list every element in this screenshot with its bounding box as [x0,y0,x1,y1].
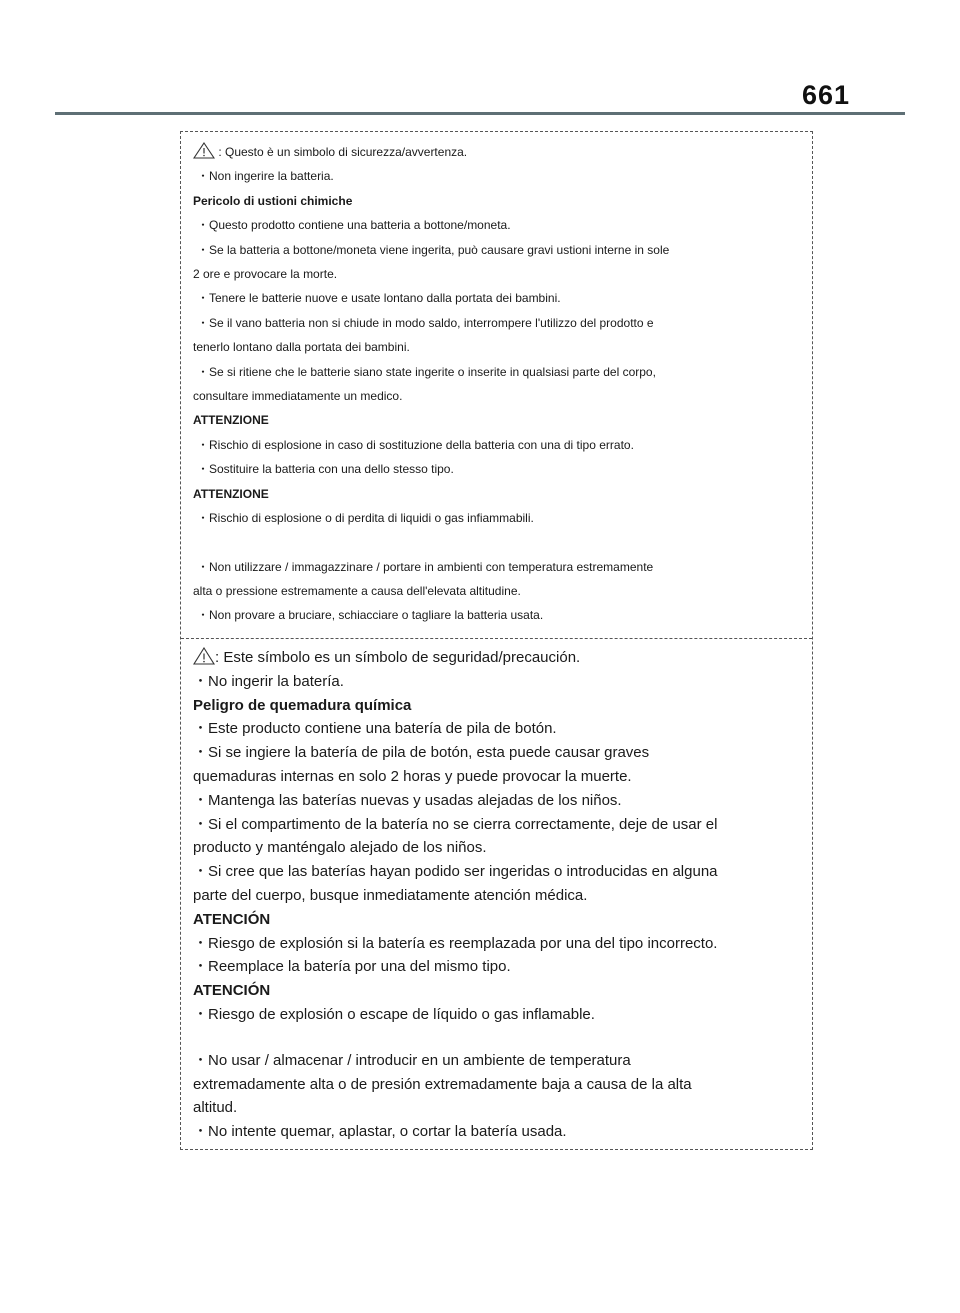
section-divider [181,638,812,639]
italian-symbol-note: : Questo è un simbolo di sicurezza/avvertenza. [215,145,468,159]
spanish-text-line: ・Este producto contiene una batería de pila de botón. [193,720,557,738]
italian-spacer [193,531,800,555]
spanish-text-line: ・Si cree que las baterías hayan podido ser ingeridas o introducidas en alguna [193,863,718,881]
spanish-warning-section [181,640,812,1149]
spanish-lines [193,670,802,1144]
italian-text-line: ・Tenere le batterie nuove e usate lontano dalla portata dei bambini. [197,291,561,306]
spanish-heading: ATENCIÓN [193,910,271,928]
italian-text-line: ・Non provare a bruciare, schiacciare o tagliare la batteria usata. [197,608,544,623]
warning-triangle-icon [193,142,215,159]
page-number: 661 [801,80,850,110]
spanish-text-line: ・Si se ingiere la batería de pila de botón, esta puede causar graves [193,744,650,762]
italian-symbol-note-line [193,140,800,164]
spanish-spacer [193,1027,802,1049]
warning-triangle-icon [193,647,215,665]
italian-heading: ATTENZIONE [193,486,269,501]
spanish-text-line: ・Riesgo de explosión si la batería es reemplazada por una del tipo incorrecto. [193,934,718,952]
spanish-text-line: ・No intente quemar, aplastar, o cortar la batería usada. [193,1123,567,1141]
spanish-text-line: ・Mantenga las baterías nuevas y usadas alejadas de los niños. [193,791,622,809]
italian-text-line: ・Questo prodotto contiene una batteria a bottone/moneta. [197,218,511,233]
spanish-symbol-note: : Este símbolo es un símbolo de seguridad/precaución. [215,649,581,666]
italian-heading: ATTENZIONE [193,413,269,428]
spanish-symbol-note-line [193,646,802,670]
italian-text-line: ・Non ingerire la batteria. [197,169,334,184]
spanish-text-line: ・Si el compartimento de la batería no se cierra correctamente, deje de usar el [193,815,718,833]
spanish-text-line: altitud. [193,1099,238,1117]
italian-warning-section [181,132,812,638]
spanish-text-line: producto y manténgalo alejado de los niños. [193,839,487,857]
italian-heading: Pericolo di ustioni chimiche [193,193,353,208]
spanish-text-line: ・No ingerir la batería. [193,672,344,690]
italian-text-line: ・Sostituire la batteria con una dello stesso tipo. [197,462,454,477]
italian-text-line: consultare immediatamente un medico. [193,389,403,404]
italian-text-line: ・Se il vano batteria non si chiude in modo saldo, interrompere l'utilizzo del prodotto e [197,315,654,330]
spanish-text-line: ・Riesgo de explosión o escape de líquido o gas inflamable. [193,1005,595,1023]
spanish-text-line: extremadamente alta o de presión extremadamente baja a causa de la alta [193,1075,692,1093]
italian-lines [193,164,800,627]
spanish-text-line: parte del cuerpo, busque inmediatamente atención médica. [193,886,588,904]
spanish-heading: ATENCIÓN [193,982,271,1000]
italian-text-line: ・Se si ritiene che le batterie siano state ingerite o inserite in qualsiasi parte del corpo, [197,364,656,379]
spanish-text-line: ・Reemplace la batería por una del mismo tipo. [193,958,511,976]
italian-text-line: ・Se la batteria a bottone/moneta viene ingerita, può causare gravi ustioni interne in sole [197,242,670,257]
header-rule [55,112,905,115]
italian-text-line: ・Rischio di esplosione in caso di sostituzione della batteria con una di tipo errato. [197,437,634,452]
battery-warning-box [180,131,813,1150]
spanish-text-line: ・No usar / almacenar / introducir en un ambiente de temperatura [193,1051,631,1069]
italian-text-line: tenerlo lontano dalla portata dei bambini. [193,340,410,355]
italian-text-line: alta o pressione estremamente a causa dell'elevata altitudine. [193,583,521,598]
italian-text-line: 2 ore e provocare la morte. [193,267,338,282]
spanish-heading: Peligro de quemadura química [193,696,412,714]
italian-text-line: ・Non utilizzare / immagazzinare / portare in ambienti con temperatura estremamente [197,559,654,574]
spanish-text-line: quemaduras internas en solo 2 horas y puede provocar la muerte. [193,767,632,785]
italian-text-line: ・Rischio di esplosione o di perdita di liquidi o gas infiammabili. [197,511,534,526]
